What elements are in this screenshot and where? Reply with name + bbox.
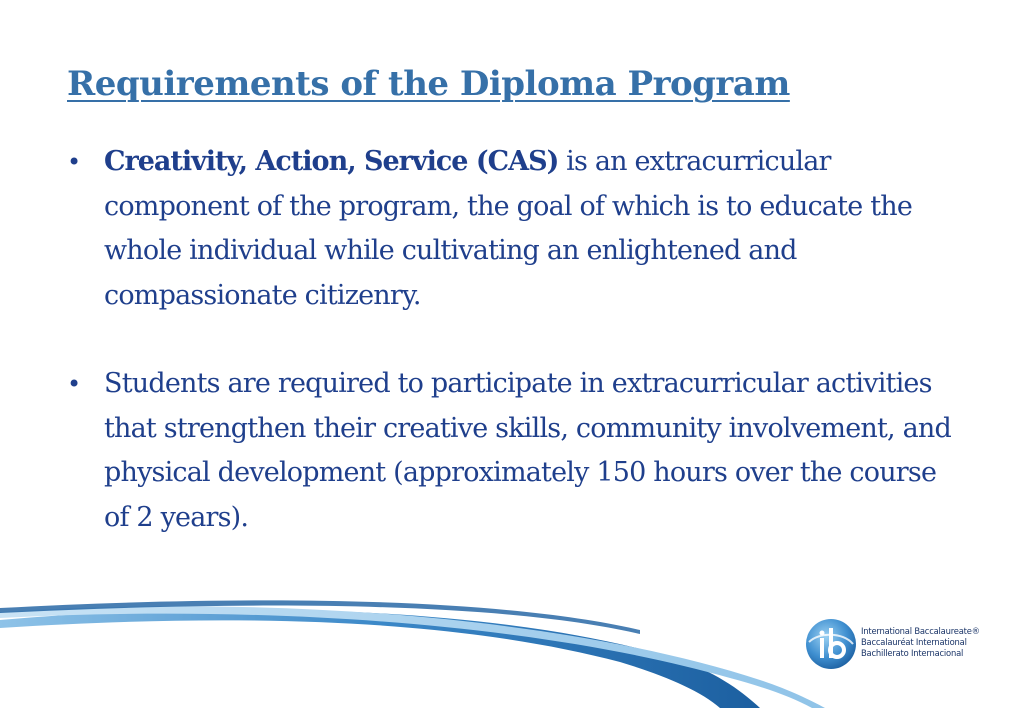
ib-wordmark-line-es: Bachillerato Internacional: [861, 648, 964, 658]
bullet-bold-term: Creativity, Action, Service (CAS): [104, 146, 559, 177]
bullet-text: Students are required to participate in extracurricular activities that strengthen their creative skills, community involvement, and physical development (approximately 150 hours over the course of 2 years).: [104, 368, 951, 533]
ib-wordmark-line-en: International Baccalaureate®: [861, 626, 980, 636]
bullet-item-requirements: [67, 362, 967, 540]
bullet-marker: •: [67, 148, 81, 176]
bullet-item-cas: [67, 140, 967, 318]
bullet-marker: •: [67, 370, 81, 398]
ib-wordmark-line-fr: Baccalauréat International: [861, 637, 967, 647]
ib-logo-icon: [805, 618, 857, 670]
ib-wordmark: [861, 626, 980, 659]
bullet-text: is an extracurricular component of the program, the goal of which is to educate the whole individual while cultivating an enlightened and compassionate citizenry.: [104, 146, 913, 311]
bullet-list: [67, 140, 967, 540]
slide-title: Requirements of the Diploma Program: [67, 64, 790, 104]
